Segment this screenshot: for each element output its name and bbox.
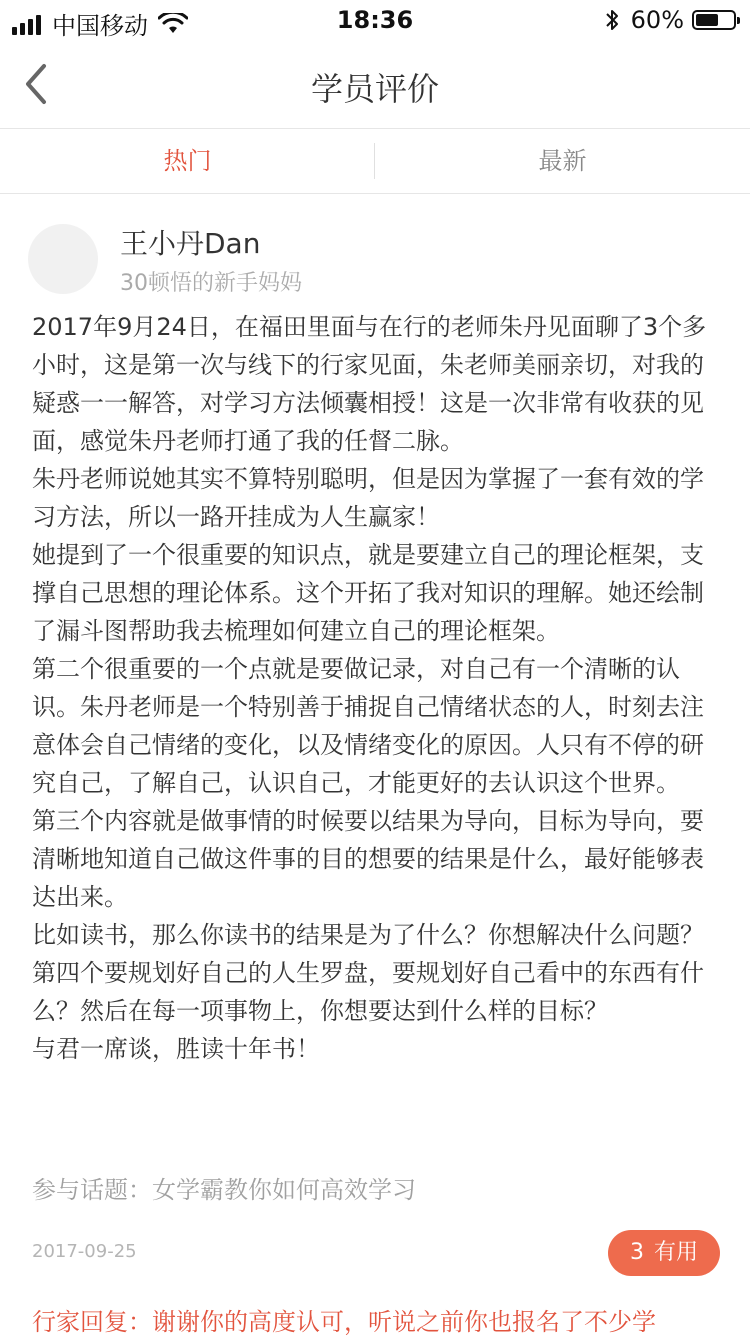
topic-link[interactable]: 参与话题：女学霸教你如何高效学习 — [32, 1176, 416, 1204]
tab-bar — [0, 129, 750, 194]
battery-fill — [696, 14, 718, 26]
tab-hot[interactable]: 热门 — [163, 147, 212, 175]
nav-bar — [0, 40, 750, 129]
tab-latest[interactable]: 最新 — [538, 147, 587, 175]
status-right — [603, 6, 736, 34]
useful-label: 有用 — [653, 1240, 698, 1265]
battery-icon — [692, 10, 736, 30]
status-bar — [0, 0, 750, 40]
expert-reply: 行家回复：谢谢你的高度认可，听说之前你也报名了不少学 — [32, 1308, 656, 1336]
review-date: 2017-09-25 — [32, 1241, 137, 1262]
avatar[interactable] — [28, 224, 98, 294]
battery-percent: 60% — [630, 6, 684, 34]
page-title: 学员评价 — [310, 70, 439, 108]
tab-divider — [374, 143, 375, 179]
status-time: 18:36 — [336, 6, 414, 34]
useful-button[interactable] — [608, 1230, 720, 1276]
carrier-label: 中国移动 — [52, 12, 148, 40]
bluetooth-icon — [603, 8, 621, 32]
useful-count: 3 — [629, 1240, 644, 1265]
battery-cap — [737, 17, 740, 24]
review-body: 2017年9月24日，在福田里面与在行的老师朱丹见面聊了3个多小时，这是第一次与线下的行家见面，朱老师美丽亲切，对我的疑惑一一解答，对学习方法倾囊相授！这是一次非常有收获的见面，感觉朱丹老师打通了我的任督二脉。 朱丹老师说她其实不算特别聪明，但是因为掌握了一套有效的学习方法，所以一路开挂成为人生赢家！ 她提到了一个很重要的知识点，就是要建立自己的理论框架，支撑自己思想的理论体系。这个开拓了我对知识的理解。她还绘制了漏斗图帮助我去梳理如何建立自己的理论框架。 第二个很重要的一个点就是要做记录，对自己有一个清晰的认识。朱丹老师是一个特别善于捕捉自己情绪状态的人，时刻去注意体会自己情绪的变化，以及情绪变化的原因。人只有不停的研究自己，了解自己，认识自己，才能更好的去认识这个世界。 第三个内容就是做事情的时候要以结果为导向，目标为导向，要清晰地知道自己做这件事的目的想要的结果是什么，最好能够表达出来。 比如读书，那么你读书的结果是为了什么？你想解决什么问题？ 第四个要规划好自己的人生罗盘，要规划好自己看中的东西有什么？然后在每一项事物上，你想要达到什么样的目标？ 与君一席谈，胜读十年书！ — [32, 313, 707, 1063]
author-title: 30顿悟的新手妈妈 — [120, 271, 302, 296]
author-name[interactable]: 王小丹Dan — [120, 227, 261, 260]
